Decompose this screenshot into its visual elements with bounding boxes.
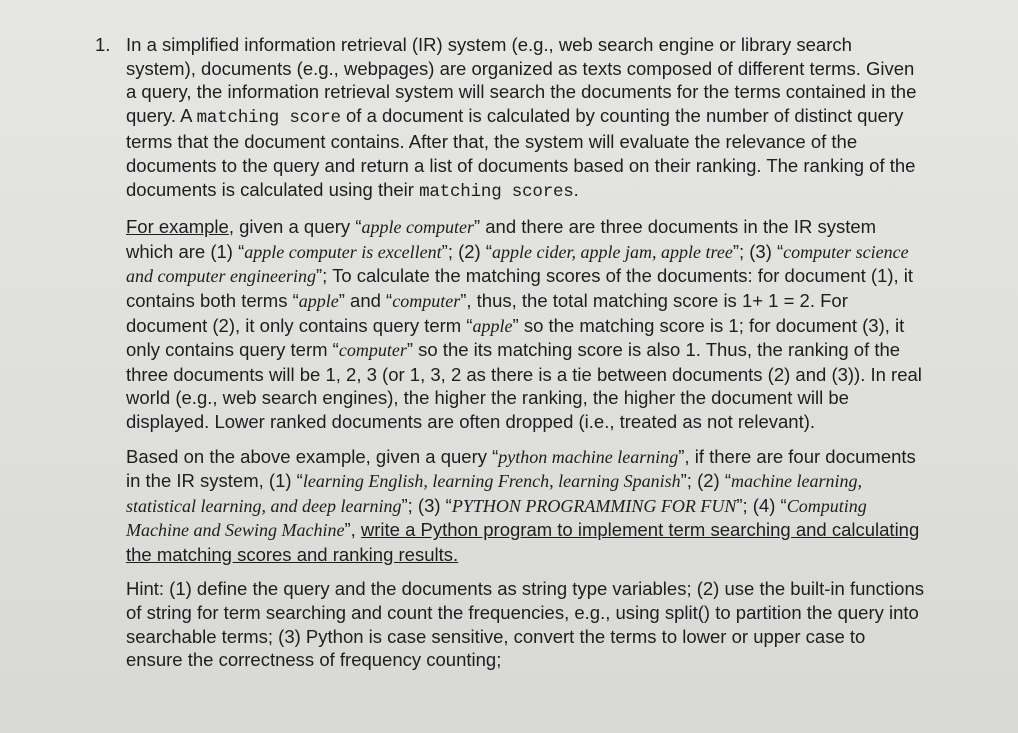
example-doc-1: apple computer is excellent bbox=[244, 241, 442, 262]
task-query: python machine learning bbox=[498, 446, 679, 467]
example-doc-2: apple cider, apple jam, apple tree bbox=[492, 241, 733, 262]
paragraph-task: Based on the above example, given a query “python machine learning”, if there are four documents in the IR system, (1) “learning English, learning French, learning Spanish”; (2) “machine learning, statistical learning, and deep learning”; (3) “PYTHON PROGRAMMING FOR FUN”; (4) “Computing Machine and Sewing Machine”, write a Python program to implement term searching and calculating the matching scores and ranking results. bbox=[126, 445, 920, 565]
question-body bbox=[126, 33, 924, 683]
example-query: apple computer bbox=[361, 217, 474, 238]
task-doc-2: machine learning, statistical learning, and deep learning bbox=[126, 471, 862, 516]
term-matching-scores: matching scores bbox=[419, 181, 574, 202]
task-doc-3: PYTHON PROGRAMMING FOR FUN bbox=[451, 495, 737, 516]
for-example-label: For example bbox=[126, 216, 229, 238]
question-number: 1. bbox=[95, 34, 111, 55]
hint-text: Hint: (1) define the query and the documents as string type variables; (2) use the built-in functions of string for term searching and count the frequencies, e.g., using split() to partition the query into searchable terms; (3) Python is case sensitive, convert the terms to lower or upper case to ensure the correctness of frequency counting; bbox=[126, 578, 924, 671]
intro-text-2: of a document is calculated by counting the number of distinct query terms that the document contains. After that, the system will evaluate the relevance of the documents to the query and return a list of documents based on their ranking. The ranking of the documents is calculated using their bbox=[126, 104, 916, 200]
term-matching-score: matching score bbox=[196, 107, 341, 128]
paragraph-intro: In a simplified information retrieval (IR) system (e.g., web search engine or library search system), documents (e.g., webpages) are organized as texts composed of different terms. Given a query, the information retrieval system will search the documents for the terms contained in the query. A matching score of a document is calculated by counting the number of distinct query terms that the document contains. After that, the system will evaluate the relevance of the documents to the query and return a list of documents based on their ranking. The ranking of the documents is calculated using their matching scores. bbox=[126, 34, 917, 202]
paragraph-hint bbox=[126, 577, 924, 671]
task-doc-1: learning English, learning French, learning Spanish bbox=[302, 471, 681, 492]
example-doc-3: computer science and computer engineering bbox=[126, 241, 909, 287]
intro-text: In a simplified information retrieval (IR) system (e.g., web search engine or library search system), documents (e.g., webpages) are organized as texts composed of different terms. Given a query, the information retrieval system will search the documents for the terms contained in the query. A bbox=[126, 34, 917, 126]
paragraph-example: For example, given a query “apple computer” and there are three documents in the IR system which are (1) “apple computer is excellent”; (2) “apple cider, apple jam, apple tree”; (3) “computer science and computer engineering”; To calculate the matching scores of the documents: for document (1), it contains both terms “apple” and “computer”, thus, the total matching score is 1+ 1 = 2. For document (2), it only contains query term “apple” so the matching score is 1; for document (3), it only contains query term “computer” so the its matching score is also 1. Thus, the ranking of the three documents will be 1, 2, 3 (or 1, 3, 2 as there is a tie between documents (2) and (3)). In real world (e.g., web search engines), the higher the ranking, the higher the document will be displayed. Lower ranked documents are often dropped (i.e., treated as not relevant). bbox=[126, 216, 922, 432]
task-instruction: write a Python program to implement term searching and calculating the matching scores and ranking results. bbox=[126, 519, 920, 565]
task-doc-4: Computing Machine and Sewing Machine bbox=[126, 495, 867, 541]
